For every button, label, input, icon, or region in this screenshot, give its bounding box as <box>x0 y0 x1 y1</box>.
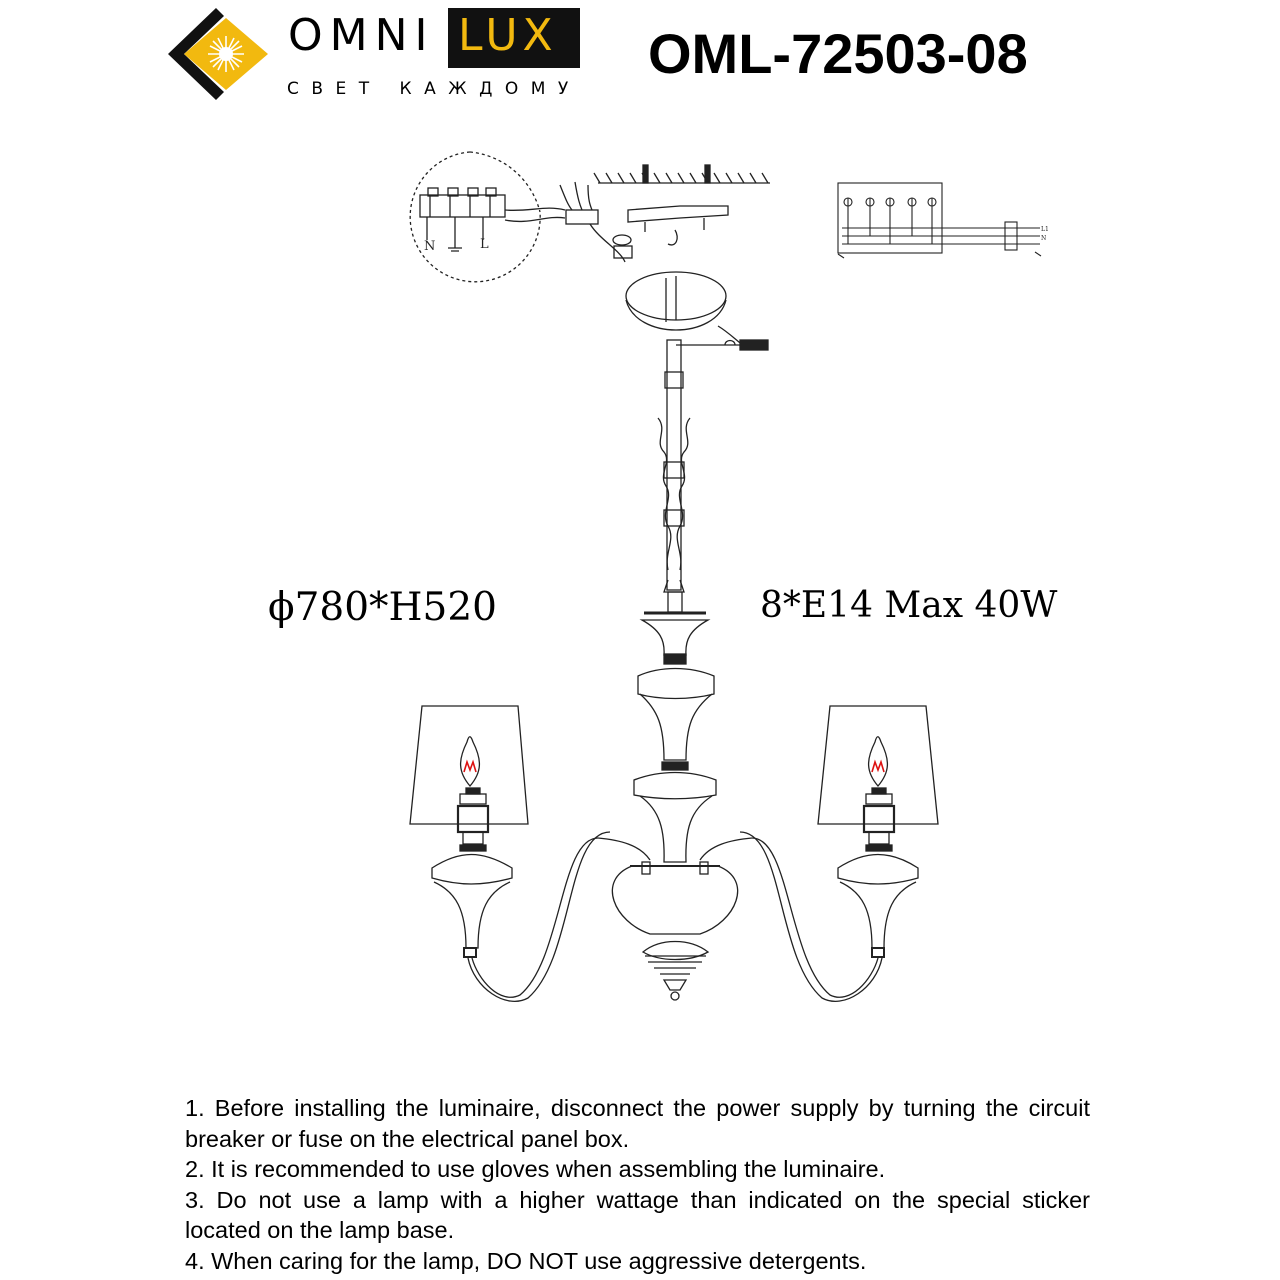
wire-label-neutral: N <box>424 239 436 254</box>
instruction-item: 1. Before installing the luminaire, disconnect the power supply by turning the circuit breaker or fuse on the electrical panel box. <box>185 1095 1090 1152</box>
brand-name-omni: OMNI <box>288 10 435 61</box>
center-bowl <box>612 862 737 1000</box>
right-light <box>818 706 938 957</box>
ceiling-mount <box>560 165 770 262</box>
arms <box>468 832 882 1001</box>
dimensions-label: ϕ780*H520 <box>268 585 497 630</box>
ground-wire <box>676 340 768 350</box>
schematic-label-neutral: N <box>1041 235 1047 242</box>
wiring-schematic <box>838 183 1041 258</box>
instruction-item: 3. Do not use a lamp with a higher wattage than indicated on the special sticker located on the lamp base. <box>185 1186 1090 1243</box>
instruction-item: 2. It is recommended to use gloves when assembling the luminaire. <box>185 1156 886 1182</box>
left-light <box>410 706 528 957</box>
wire-label-live: L <box>480 237 489 252</box>
hanging-rod <box>658 340 690 592</box>
brand-tagline: СВЕТ КАЖДОМУ <box>287 79 581 99</box>
instructions-list <box>185 1093 1090 1276</box>
model-number: OML-72503-08 <box>648 22 1028 85</box>
wiring-detail <box>410 152 565 282</box>
center-column <box>634 592 716 862</box>
brand-name-lux: LUX <box>458 10 558 61</box>
instruction-item: 4. When caring for the lamp, DO NOT use aggressive detergents. <box>185 1247 867 1274</box>
canopy <box>626 272 744 346</box>
lamp-spec-label: 8*E14 Max 40W <box>760 585 1058 626</box>
schematic-label-line: L1 <box>1041 226 1049 233</box>
